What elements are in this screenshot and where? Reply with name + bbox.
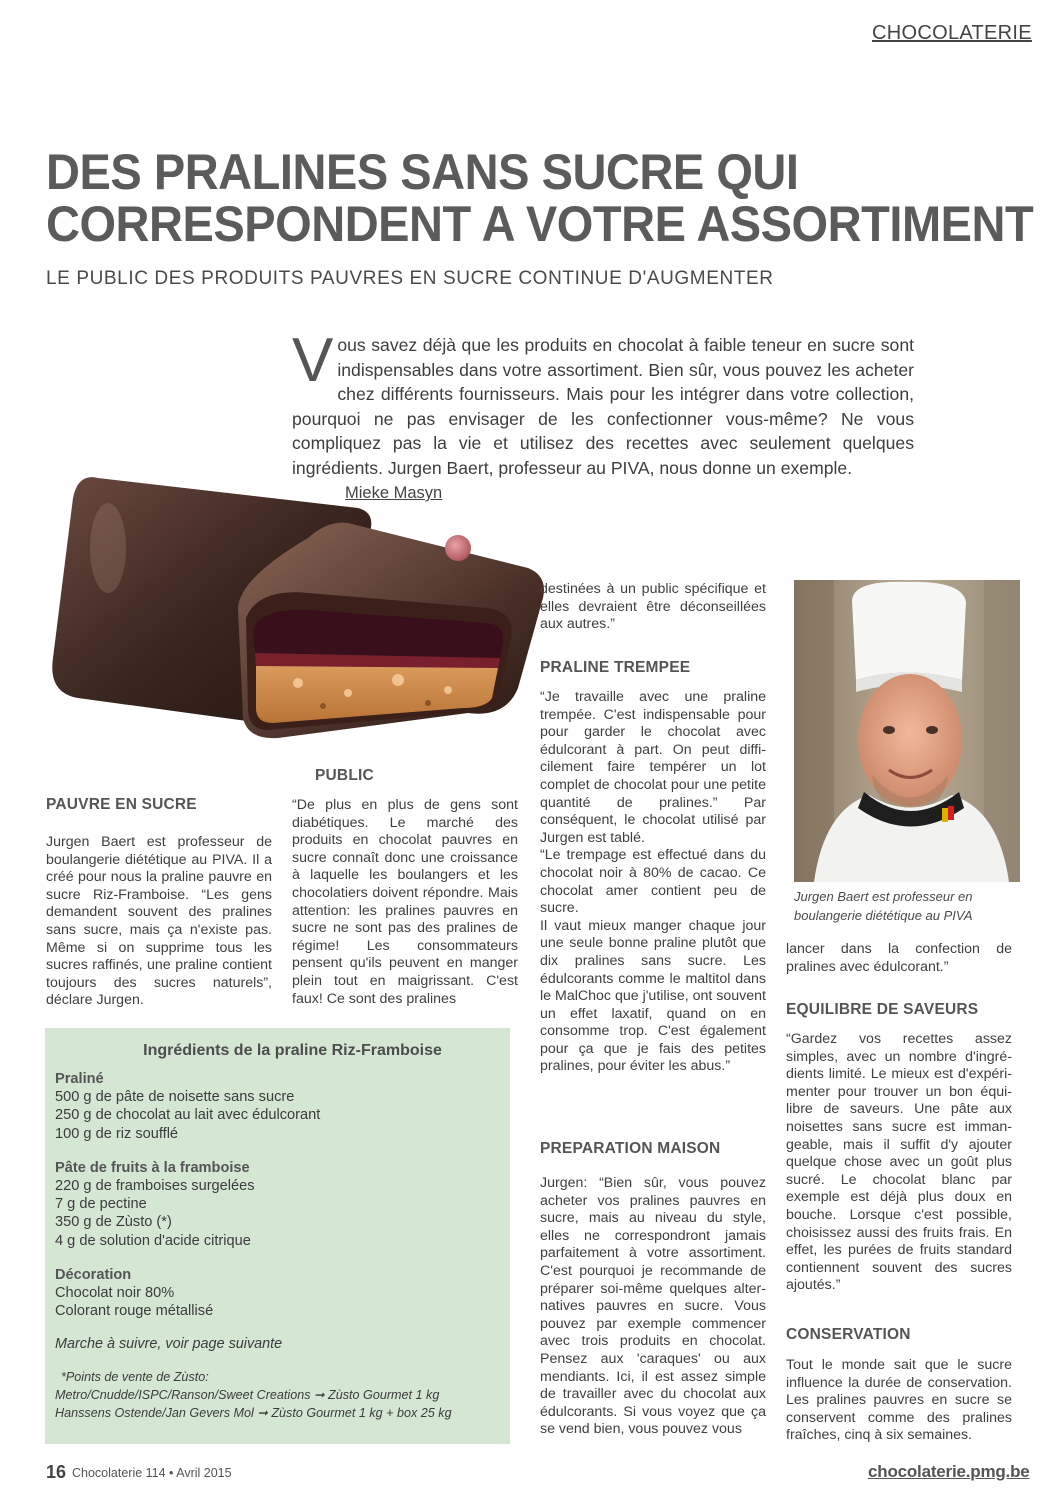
ingredient-item: 7 g de pectine xyxy=(55,1196,147,1213)
paragraph: Il vaut mieux manger chaque jour une seule bonne praline plutôt que dix pralines sans sucre. Les édulcorants comme le maltitol dans le MalChoc que j'utilise, ont souvent un effet laxatif, quand on en consomme trop. C'est également pour ça que je fais des petites pralines, pour éviter les abus.” xyxy=(540,917,766,1075)
chef-photo xyxy=(794,580,1020,882)
paragraph: Jurgen: “Bien sûr, vous pouvez acheter vos pralines pauvres en sucre, mais au niveau du style, elles ne correspondront jamais parfaitement à votre assortiment. C'est pourquoi je recommande de préparer soi-même quelques alternatives pauvres en sucre. Vous pouvez par exemple commencer avec trois produits en chocolat. Pensez aux 'caraques' ou aux mendiants. Ici, il est assez simple de travailler avec du chocolat aux édulcorants. Si vous voyez que ça se vend bien, vous pouvez vous xyxy=(540,1175,766,1438)
ingredient-item: 220 g de framboises surgelées xyxy=(55,1178,255,1195)
column-2-text xyxy=(292,797,518,1008)
recipe-title: Ingrédients de la praline Riz-Framboise xyxy=(143,1042,442,1059)
chef-hat xyxy=(852,582,966,680)
paragraph: “De plus en plus de gens sont diabétiques. Le marché des produits en chocolat pauvres en sucre connaît donc une croissance à laquelle les boulangers et les chocolatiers doivent répondre. Mais attention: les pralines pauvres en sucre ne sont pas des pralines de régime! Les consommateurs pensent qu'ils peuvent en manger plein tout en maigrissant. C'est faux! Ce sont des pralines xyxy=(292,797,518,1007)
paragraph: “Le trempage est effectué dans du chocolat noir à 80% de cacao. Ce chocolat amer contient peu de sucre. xyxy=(540,847,766,917)
recipe-box xyxy=(45,1028,510,1444)
recipe-section-heading: Décoration xyxy=(55,1266,132,1283)
page-title-line-2: CORRESPONDENT A VOTRE ASSORTIMENT xyxy=(46,196,1034,252)
recipe-section-praline xyxy=(55,1070,500,1143)
ingredient-item: Colorant rouge métallisé xyxy=(55,1303,214,1320)
recipe-note: Marche à suivre, voir page suivante xyxy=(55,1336,283,1353)
column-3-text-2 xyxy=(540,1175,766,1439)
column-4-text xyxy=(786,1031,1012,1295)
ingredient-item: 100 g de riz soufflé xyxy=(55,1125,179,1142)
section-tag: CHOCOLATERIE xyxy=(872,22,1032,44)
column-4-text-2 xyxy=(786,1357,1012,1445)
website-link[interactable]: chocolaterie.pmg.be xyxy=(868,1462,1030,1481)
ingredient-item: 4 g de solution d'acide citrique xyxy=(55,1232,251,1249)
intro-text: ous savez déjà que les produits en chocolat à faible teneur en sucre sont indispensables dans votre assortiment. Bien sûr, vous pouvez les acheter chez différents fournisseurs. Mais pour les intégrer dans votre collection, pourquoi ne pas envisager de les confectionner vous-même? Ne vous compliquez pas la vie et utilisez des recettes avec seulement quelques ingrédients. Jurgen Baert, professeur au PIVA, nous donne un exemple. xyxy=(292,335,914,478)
praline-caramel-layer xyxy=(256,666,498,723)
recipe-footnote xyxy=(55,1368,500,1422)
heading-preparation-maison: PREPARATION MAISON xyxy=(540,1140,721,1157)
paragraph: Tout le monde sait que le sucre influence la durée de conservation. Les pralines pauvres en sucre se conservent comme des pralines fraîches, cinq à six semaines. xyxy=(786,1357,1012,1444)
footnote-line: Metro/Cnudde/ISPC/Ranson/Sweet Creations ➞ Zùsto Gourmet 1 kg xyxy=(55,1388,440,1403)
page-subtitle: LE PUBLIC DES PRODUITS PAUVRES EN SUCRE CONTINUE D'AUGMENTER xyxy=(46,268,774,289)
heading-conservation: CONSERVATION xyxy=(786,1326,911,1343)
heading-public: PUBLIC xyxy=(315,767,374,784)
footnote-line: Hanssens Ostende/Jan Gevers Mol ➞ Zùsto Gourmet 1 kg + box 25 kg xyxy=(55,1406,452,1421)
column-3-text xyxy=(540,689,766,1076)
paragraph: lancer dans la confection de pralines avec édulcorant.” xyxy=(786,941,1012,975)
ingredient-item: 250 g de chocolat au lait avec édulcorant xyxy=(55,1107,321,1124)
author-byline: Mieke Masyn xyxy=(345,484,443,502)
column-1-text xyxy=(46,834,272,1010)
photo-caption: Jurgen Baert est professeur en boulangerie diététique au PIVA xyxy=(794,889,973,923)
paragraph: destinées à un public spécifique et elles devraient être déconseillées aux autres.” xyxy=(540,581,766,633)
praline-front-decoration xyxy=(445,535,471,561)
paragraph: “Gardez vos recettes assez simples, avec un nombre d'ingrédients limité. Le mieux est d'expérimenter pour trouver un bon équilibre de saveurs. Une pâte aux noisettes sans sucre est immangeable, mais il suffit d'y ajouter quelque chose avec un goût plus sucré. Le chocolat blanc par exemple est déjà plus doux en bouche. Lorsque c'est possible, choisissez aussi des fruits frais. En effet, les purées de fruits standard contiennent souvent des sucres ajoutés.” xyxy=(786,1031,1012,1294)
drop-cap: V xyxy=(292,326,334,395)
recipe-section-heading: Praliné xyxy=(55,1071,104,1087)
column-3-continuation xyxy=(540,581,766,634)
issue-info: Chocolaterie 114 • Avril 2015 xyxy=(72,1466,232,1480)
heading-equilibre-de-saveurs: EQUILIBRE DE SAVEURS xyxy=(786,1001,979,1018)
ingredient-item: 500 g de pâte de noisette sans sucre xyxy=(55,1089,295,1106)
recipe-section-fruits xyxy=(55,1159,500,1250)
paragraph: “Je travaille avec une praline trempée. C'est indispensable pour pour garder le chocolat avec édulcorant à part. On peut difficilement faire tempérer un lot complet de chocolat pour une petite quantité de pralines.” Par conséquent, le chocolat utilisé par Jurgen est tablé. xyxy=(540,689,766,846)
column-4-continuation xyxy=(786,941,1012,976)
heading-praline-trempee: PRALINE TREMPEE xyxy=(540,659,691,676)
page-title xyxy=(46,144,1034,252)
page-number: 16 xyxy=(46,1462,67,1482)
recipe-section-heading: Pâte de fruits à la framboise xyxy=(55,1159,250,1176)
page-title-line-1: DES PRALINES SANS SUCRE QUI xyxy=(46,144,799,200)
chef-face xyxy=(858,674,962,806)
ingredient-item: 350 g de Zùsto (*) xyxy=(55,1214,172,1231)
praline-image xyxy=(48,468,548,768)
intro-paragraph xyxy=(292,326,914,480)
recipe-section-decoration xyxy=(55,1266,500,1321)
paragraph: Jurgen Baert est professeur de boulangerie diététique au PIVA. Il a créé pour nous la praline pauvre en sucre Riz-Framboise. “Les gens demandent souvent des pralines sans sucre, mais ça n'existe pas. Même si on supprime tous les sucres raffinés, une praline contient toujours des sucres naturels”, déclare Jurgen. xyxy=(46,834,272,1009)
ingredient-item: Chocolat noir 80% xyxy=(55,1285,175,1302)
footnote-line: *Points de vente de Zùsto: xyxy=(61,1370,209,1385)
heading-pauvre-en-sucre: PAUVRE EN SUCRE xyxy=(46,796,197,813)
praline-back-highlight xyxy=(90,503,126,593)
